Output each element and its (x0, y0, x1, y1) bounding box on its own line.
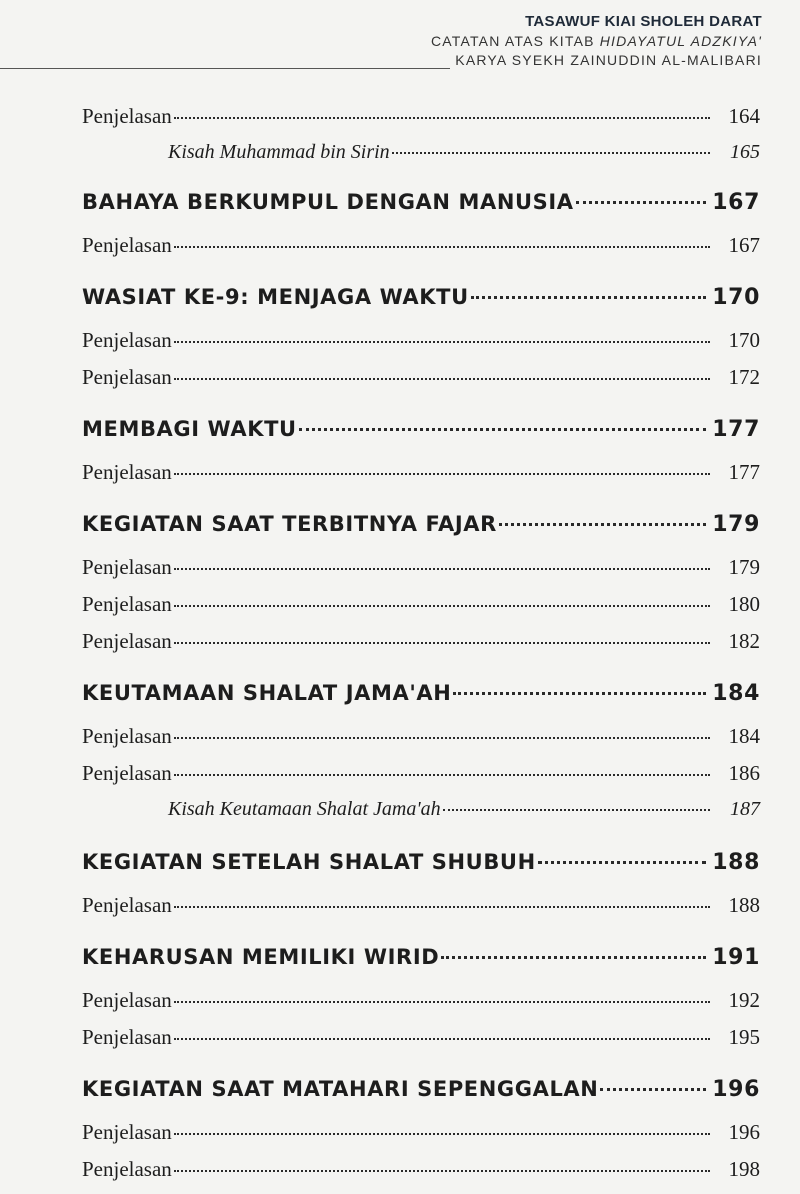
toc-entry-label: Penjelasan (82, 629, 172, 653)
toc-page-number: 170 (712, 285, 760, 310)
toc-page-number: 177 (728, 460, 760, 484)
dot-leader (174, 605, 710, 607)
toc-section-entry[interactable] (82, 1157, 760, 1194)
toc-chapter-entry[interactable] (82, 417, 760, 460)
toc-page-number: 182 (728, 629, 760, 653)
dot-leader (600, 1088, 706, 1091)
toc-section-entry[interactable] (82, 988, 760, 1025)
dot-leader (441, 956, 706, 959)
toc-section-entry[interactable] (82, 629, 760, 666)
toc-section-entry[interactable] (82, 724, 760, 761)
toc-entry-label: Kisah Muhammad bin Sirin (168, 141, 390, 163)
dot-leader (174, 642, 710, 644)
toc-section-entry[interactable] (82, 460, 760, 497)
toc-page-number: 172 (728, 365, 760, 389)
dot-leader (299, 428, 707, 431)
toc-page-number: 164 (728, 104, 760, 128)
toc-entry-label: Penjelasan (82, 233, 172, 257)
toc-entry-label: Penjelasan (82, 724, 172, 748)
running-head-book-title: HIDAYATUL ADZKIYA' (599, 33, 762, 49)
dot-leader (174, 737, 710, 739)
toc-entry-label: Penjelasan (82, 1157, 172, 1181)
toc-section-entry[interactable] (82, 104, 760, 141)
toc-page-number: 177 (712, 417, 760, 442)
running-head-subtitle (162, 32, 762, 51)
toc-page-number: 179 (728, 555, 760, 579)
dot-leader (174, 774, 710, 776)
running-head (162, 12, 762, 70)
toc-chapter-entry[interactable] (82, 850, 760, 893)
toc-entry-label: Kisah Keutamaan Shalat Jama'ah (168, 798, 441, 820)
toc-section-entry[interactable] (82, 555, 760, 592)
toc-page-number: 167 (712, 190, 760, 215)
toc-entry-label: Penjelasan (82, 365, 172, 389)
dot-leader (174, 341, 710, 343)
dot-leader (174, 1170, 710, 1172)
table-of-contents (82, 104, 760, 1194)
toc-page-number: 195 (728, 1025, 760, 1049)
dot-leader (174, 1133, 710, 1135)
toc-page-number: 192 (728, 988, 760, 1012)
toc-story-entry[interactable] (82, 798, 760, 835)
dot-leader (174, 473, 710, 475)
toc-page-number: 198 (728, 1157, 760, 1181)
toc-section-entry[interactable] (82, 592, 760, 629)
toc-page-number: 191 (712, 945, 760, 970)
dot-leader (576, 201, 707, 204)
toc-entry-label: Penjelasan (82, 328, 172, 352)
toc-entry-label: KEHARUSAN MEMILIKI WIRID (82, 945, 440, 969)
running-head-author: KARYA SYEKH ZAINUDDIN AL-MALIBARI (455, 52, 762, 68)
toc-entry-label: KEGIATAN SAAT MATAHARI SEPENGGALAN (82, 1077, 599, 1101)
toc-entry-label: KEGIATAN SAAT TERBITNYA FAJAR (82, 512, 497, 536)
toc-entry-label: KEGIATAN SETELAH SHALAT SHUBUH (82, 850, 536, 874)
dot-leader (174, 568, 710, 570)
dot-leader (499, 523, 706, 526)
toc-entry-label: Penjelasan (82, 1025, 172, 1049)
toc-page-number: 180 (728, 592, 760, 616)
running-head-subtitle-prefix: CATATAN ATAS KITAB (430, 33, 600, 49)
toc-section-entry[interactable] (82, 1025, 760, 1062)
header-rule (0, 68, 450, 69)
toc-page-number: 187 (730, 798, 760, 820)
toc-entry-label: Penjelasan (82, 761, 172, 785)
dot-leader (174, 1001, 710, 1003)
toc-story-entry[interactable] (82, 141, 760, 178)
toc-page-number: 188 (712, 850, 760, 875)
toc-section-entry[interactable] (82, 233, 760, 270)
dot-leader (174, 378, 710, 380)
toc-page-number: 196 (728, 1120, 760, 1144)
toc-entry-label: Penjelasan (82, 988, 172, 1012)
toc-page-number: 179 (712, 512, 760, 537)
toc-entry-label: Penjelasan (82, 592, 172, 616)
toc-section-entry[interactable] (82, 761, 760, 798)
toc-entry-label: Penjelasan (82, 104, 172, 128)
toc-page-number: 167 (728, 233, 760, 257)
toc-entry-label: MEMBAGI WAKTU (82, 417, 297, 441)
toc-entry-label: KEUTAMAAN SHALAT JAMA'AH (82, 681, 452, 705)
dot-leader (174, 1038, 710, 1040)
toc-chapter-entry[interactable] (82, 190, 760, 233)
dot-leader (443, 809, 710, 811)
toc-entry-label: Penjelasan (82, 893, 172, 917)
toc-page-number: 196 (712, 1077, 760, 1102)
toc-section-entry[interactable] (82, 365, 760, 402)
toc-entry-label: Penjelasan (82, 1120, 172, 1144)
dot-leader (453, 692, 706, 695)
toc-page-number: 184 (728, 724, 760, 748)
toc-chapter-entry[interactable] (82, 1077, 760, 1120)
toc-entry-label: Penjelasan (82, 460, 172, 484)
toc-chapter-entry[interactable] (82, 681, 760, 724)
dot-leader (471, 296, 707, 299)
toc-section-entry[interactable] (82, 893, 760, 930)
dot-leader (392, 152, 710, 154)
toc-page-number: 184 (712, 681, 760, 706)
toc-section-entry[interactable] (82, 328, 760, 365)
dot-leader (174, 246, 710, 248)
toc-page-number: 188 (728, 893, 760, 917)
dot-leader (174, 117, 710, 119)
toc-entry-label: WASIAT KE-9: MENJAGA WAKTU (82, 285, 469, 309)
running-head-title: TASAWUF KIAI SHOLEH DARAT (525, 13, 762, 30)
toc-chapter-entry[interactable] (82, 285, 760, 328)
dot-leader (174, 906, 710, 908)
toc-section-entry[interactable] (82, 1120, 760, 1157)
toc-entry-label: Penjelasan (82, 555, 172, 579)
toc-chapter-entry[interactable] (82, 945, 760, 988)
toc-page-number: 165 (730, 141, 760, 163)
toc-page-number: 186 (728, 761, 760, 785)
toc-page-number: 170 (728, 328, 760, 352)
toc-entry-label: BAHAYA BERKUMPUL DENGAN MANUSIA (82, 190, 574, 214)
dot-leader (538, 861, 707, 864)
toc-chapter-entry[interactable] (82, 512, 760, 555)
